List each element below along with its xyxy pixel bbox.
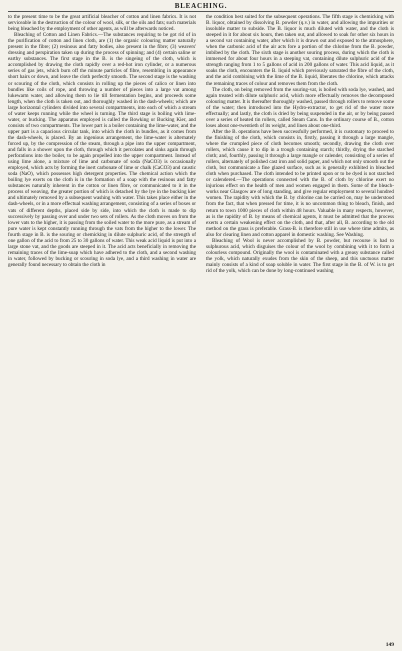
page-number: 149: [385, 642, 394, 648]
paragraph: to the present time to be the great artificial bleacher of cotton and linen fabrics. It is not serviceable in the destruction of the colour of wool, silk, or the oils and fats; such materials being bleached by the employment of other agents, as will be afterwards noticed.: [8, 14, 196, 33]
paragraph: After the B. operations have been successfully performed, it is customary to proceed to the finishing of the cloth, which consists in, firstly, passing it through a large mangle, where the crumpled piece of cloth becomes smooth; secondly, drawing the cloth over rollers, which cause it to dip in a trough containing starch; thirdly, drying the starched cloth; and, fourthly, passing it through a large mangle or calender, consisting of a series of rollers, alternately of polished cast iron and solid paper, and which not only smooth out the cloth, but communicate a fine glazed surface, such as is generally exhibited in bleached cloth when purchased. The cloth intended to be printed upon or to be dyed is not starched or calendered.—The operations connected with the B. of cloth by chlorine exert no injurious effect on the health of men and women engaged in them. Some of the bleach-works near Glasgow are of long standing, and give regular employment to several hundred women. The rapidity with which the B. by chlorine can be carried on, may be understood from the fact, that when pressed for time, it is no uncommon thing to bleach, finish, and return to town 1000 pieces of cloth within 48 hours. Valuable in many respects, however, as is the rapidity of B. by means of chemical agents, it must be admitted that the process exerts a certain weakening effect on the cloth, and that, after all, B. according to the old method on the grass is preferable. Grass-B. is therefore still in use where time admits, as also for clearing linen and cotton apparel in domestic washing. See Washing.: [206, 128, 394, 238]
header-rule: [8, 11, 394, 12]
left-column: [8, 14, 196, 268]
paragraph: the condition best suited for the subsequent operations. The fifth stage is chemicking with B. liquor, obtained by dissolving B. powder (q.v.) in water, and allowing the impurities or insoluble matter to subside. The B. liquor is much diluted with water, and the cloth is steeped in it for about six hours, then taken out, and allowed to soak for other six hours in a second vat containing water, after which it is drawn out and exposed to the atmosphere, when the carbonic acid of the air acts fore a portion of the chlorine from the B. powder, imbibed by the cloth. The sixth stage is another souring process, during which the cloth is immersed for about four hours in a steeping vat, containing dilute sulphuric acid of the strength ranging from 1 to 5 gallons of acid in 200 gallons of water. This acid liquid, as it soaks the cloth, encounters the B. liquid which previously saturated the fibre of the cloth, and the acid combining with the lime of the B. liquid, liberates the chlorine, which attacks the remaining traces of colour and removes them from the cloth.: [206, 14, 394, 87]
running-header: BLEACHING.: [174, 2, 228, 10]
paragraph: Bleaching of Wool is never accomplished by B. powder, but recourse is had to sulphurous acid, which disguises the colour of the wool by combining with it to form a colourless compound. Originally the wool is contaminated with a greasy substance called the yolk, which naturally exudes from the skin of the sheep, and this unctuous matter mainly consists of a kind of soap soluble in water. The first stage in the B. of W. is to get rid of the yolk, which can be done by long-continued washing: [206, 237, 394, 274]
right-column: [206, 14, 394, 274]
paragraph: The cloth, on being removed from the souring-vat, is boiled with soda lye, washed, and again treated with dilute sulphuric acid, which more effectually removes the decomposed colouring matter. It is thereafter thoroughly washed, passed through rollers to remove some of the water; then introduced into the Hydro-extractor, to get rid of the water more effectually; and lastly, the cloth is dried by being suspended in the air, or by being passed over a series of heated tin rollers, called Steam Cans. In the ordinary course of B., cotton loses about one-twentieth of its weight, and linen about one-third.: [206, 86, 394, 129]
paragraph: Bleaching of Cotton and Linen Fabrics.—The substances requiring to be got rid of in the purification of cotton and linen cloth, are (1) the organic colouring matter naturally present in the fibre; (2) resinous and fatty bodies, also present in the fibre; (3) weavers' dressing and perspiration taken up during the process of spinning; and (4) certain saline or earthy substances. The first stage in the B. is the singeing of the cloth, which is accomplished by drawing the cloth rapidly over a red-hot iron cylinder, or a numerous series of gas jets, which burn off the minute particles of fibre, resembling in appearance short hairs or down, and leave the cloth perfectly smooth. The second stage is the washing or scouring of the cloth, which consists in rolling up the pieces of calico or linen into bundles like coils of rope, and throwing a number of pieces into a large vat among lukewarm water, and allowing them to lie till fermentation begins, and proceeds some length, when the cloth is taken out, and thoroughly washed in the dash-wheels; which are large horizontal cylinders divided into several compartments, into each of which a stream of water keeps running while the wheel is turning. The third stage is boiling with lime-water, or bucking. The apparatus employed is called the Bowking or Bucking Kier, and consists of two compartments. The lower part is a boiler containing the lime-water, and the upper part is a capacious circular tank, into which the cloth in bundles, as it comes from the dash-wheels, is placed. By an ingenious arrangement, the lime-water is alternately forced up, by the compression of the steam, through a pipe into the upper compartment, and falls in a shower upon the cloth, through which it percolates and sinks again through perforations into the boiler, to be again propelled into the upper compartment. Instead of using lime alone, a mixture of lime and carbonate of soda (NaCO3) is occasionally employed, which acts by forming the inert carbonate of lime or chalk (CaCO3) and caustic soda (NaO), which possesses high detergent properties. The chemical action which the boiling lye exerts on the cloth is in the formation of a soap with the resinous and fatty substances naturally inherent in the cotton or linen fibre, or communicated to it in the process of weaving, the greater portion of which is detached by the lye in the bucking kier and ultimately removed by a subsequent washing with water. This takes place either in the dash-wheels, or in a more effectual washing arrangement, consisting of a series of boxes or vats of different depths, placed side by side, into which the cloth is made to dip successively by passing over and under two sets of rollers. As the cloth moves on from the lower vats to the higher, it is passing from the soiled water to the more pure, as a stream of pure water is kept constantly running through the vats from the higher to the lower. The fourth stage in B. is the souring or chemicking in dilute sulphuric acid, of the strength of one gallon of the acid to from 25 to 30 gallons of water. This weak acid liquid is put into a large stone vat, and the goods are steeped in it. The acid acts beneficially in removing the remaining traces of the lime-soap which have adhered to the cloth, and a second washing in water, followed by bucking or scouring in soda lye, and a third washing in water are generally found necessary to obtain the cloth in: [8, 32, 196, 268]
